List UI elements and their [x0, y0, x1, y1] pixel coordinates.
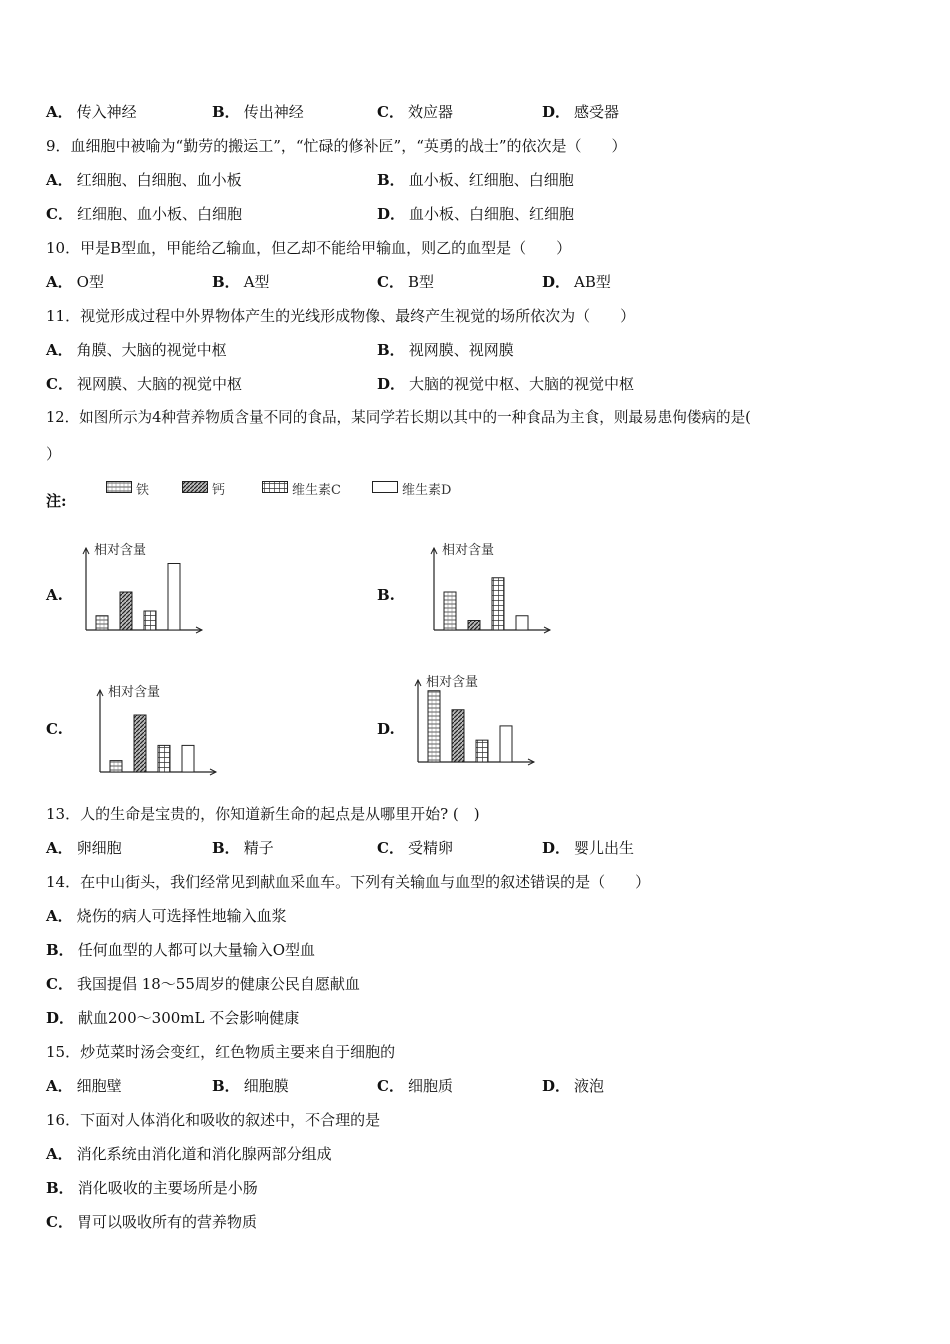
q8-option-c: C． 效应器 — [377, 103, 453, 121]
q11-option-c: C． 视网膜、大脑的视觉中枢 — [46, 375, 242, 393]
bar-vitamin-d — [182, 745, 194, 772]
q12-stem-line1: 12．如图所示为4种营养物质含量不同的食品，某同学若长期以其中的一种食品为主食，则最易患佝偻病的是( — [46, 409, 751, 426]
q14-option-b: B． 任何血型的人都可以大量输入O型血 — [46, 941, 315, 959]
q16-option-a: A． 消化系统由消化道和消化腺两部分组成 — [46, 1145, 332, 1163]
bar-calcium — [468, 621, 480, 631]
q11-stem: 11．视觉形成过程中外界物体产生的光线形成物像、最终产生视觉的场所依次为（ ） — [46, 307, 636, 325]
note-label: 注: — [46, 492, 67, 510]
q14-stem: 14．在中山街头，我们经常见到献血采血车。下列有关输血与血型的叙述错误的是（ ） — [46, 873, 651, 891]
bar-iron — [428, 691, 440, 762]
legend-iron: 铁 — [106, 479, 166, 497]
q14-option-c: C． 我国提倡 18～55周岁的健康公民自愿献血 — [46, 975, 360, 993]
q15-option-c: C． 细胞质 — [377, 1077, 453, 1095]
q15-option-b: B． 细胞膜 — [212, 1077, 289, 1095]
bar-calcium — [120, 592, 132, 630]
chart-c-label: C. — [46, 720, 63, 738]
legend-calcium: 钙 — [182, 479, 242, 497]
legend-vitamin-c: 维生素C — [262, 479, 362, 497]
bar-vitamin-d — [500, 726, 512, 762]
bar-vitamin-c — [158, 745, 170, 772]
q10-stem: 10．甲是B型血，甲能给乙输血，但乙却不能给甲输血，则乙的血型是（ ） — [46, 239, 572, 257]
chart-legend — [46, 476, 516, 510]
iron-swatch-icon — [106, 481, 132, 493]
q12-stem-line2: ） — [46, 445, 62, 463]
vitamin-d-swatch-icon — [372, 481, 398, 493]
bar-iron — [110, 761, 122, 772]
q9-option-a: A． 红细胞、白细胞、血小板 — [46, 171, 242, 189]
q13-stem: 13．人的生命是宝贵的，你知道新生命的起点是从哪里开始? ( ) — [46, 805, 480, 823]
q10-option-d: D． AB型 — [542, 273, 611, 291]
q11-option-b: B． 视网膜、视网膜 — [377, 341, 514, 359]
q13-option-d: D． 婴儿出生 — [542, 839, 635, 857]
y-axis-label: 相对含量 — [94, 543, 147, 558]
y-axis-label: 相对含量 — [108, 685, 161, 700]
chart-a-label: A. — [46, 586, 63, 604]
q13-option-c: C． 受精卵 — [377, 839, 453, 857]
chart-b-label: B. — [377, 586, 395, 604]
q16-option-c: C． 胃可以吸收所有的营养物质 — [46, 1213, 257, 1231]
vitamin-c-swatch-icon — [262, 481, 288, 493]
q15-stem: 15．炒苋菜时汤会变红，红色物质主要来自于细胞的 — [46, 1043, 396, 1061]
q9-option-c: C． 红细胞、血小板、白细胞 — [46, 205, 242, 223]
bar-vitamin-c — [144, 611, 156, 630]
q9-option-b: B． 血小板、红细胞、白细胞 — [377, 171, 574, 189]
q10-option-b: B． A型 — [212, 273, 270, 291]
q16-stem: 16．下面对人体消化和吸收的叙述中，不合理的是 — [46, 1111, 381, 1129]
q10-option-a: A． O型 — [46, 273, 104, 291]
q8-option-d: D． 感受器 — [542, 103, 620, 121]
bar-calcium — [134, 715, 146, 772]
q14-option-a: A． 烧伤的病人可选择性地输入血浆 — [46, 907, 287, 925]
q13-option-b: B． 精子 — [212, 839, 274, 857]
chart-d — [410, 670, 540, 770]
chart-c — [92, 680, 222, 780]
q15-option-a: A． 细胞壁 — [46, 1077, 122, 1095]
q16-option-b: B． 消化吸收的主要场所是小肠 — [46, 1179, 258, 1197]
bar-vitamin-c — [492, 578, 504, 630]
q10-option-c: C． B型 — [377, 273, 434, 291]
y-axis-label: 相对含量 — [442, 543, 495, 558]
chart-d-label: D. — [377, 720, 395, 738]
q11-option-a: A． 角膜、大脑的视觉中枢 — [46, 341, 227, 359]
q11-option-d: D． 大脑的视觉中枢、大脑的视觉中枢 — [377, 375, 635, 393]
calcium-swatch-icon — [182, 481, 208, 493]
legend-vitamin-d: 维生素D — [372, 479, 482, 497]
bar-vitamin-d — [168, 564, 180, 631]
q8-option-b: B． 传出神经 — [212, 103, 304, 121]
chart-a — [78, 538, 208, 638]
y-axis-label: 相对含量 — [426, 675, 479, 690]
chart-b — [426, 538, 556, 638]
bar-calcium — [452, 710, 464, 762]
q13-option-a: A． 卵细胞 — [46, 839, 122, 857]
q9-option-d: D． 血小板、白细胞、红细胞 — [377, 205, 575, 223]
q14-option-d: D． 献血200～300mL 不会影响健康 — [46, 1009, 300, 1027]
bar-vitamin-d — [516, 616, 528, 630]
q15-option-d: D． 液泡 — [542, 1077, 605, 1095]
q9-stem: 9．血细胞中被喻为“勤劳的搬运工”，“忙碌的修补匠”，“英勇的战士”的依次是（ ） — [46, 137, 627, 155]
bar-iron — [444, 592, 456, 630]
bar-vitamin-c — [476, 740, 488, 762]
q8-option-a: A． 传入神经 — [46, 103, 137, 121]
bar-iron — [96, 616, 108, 630]
